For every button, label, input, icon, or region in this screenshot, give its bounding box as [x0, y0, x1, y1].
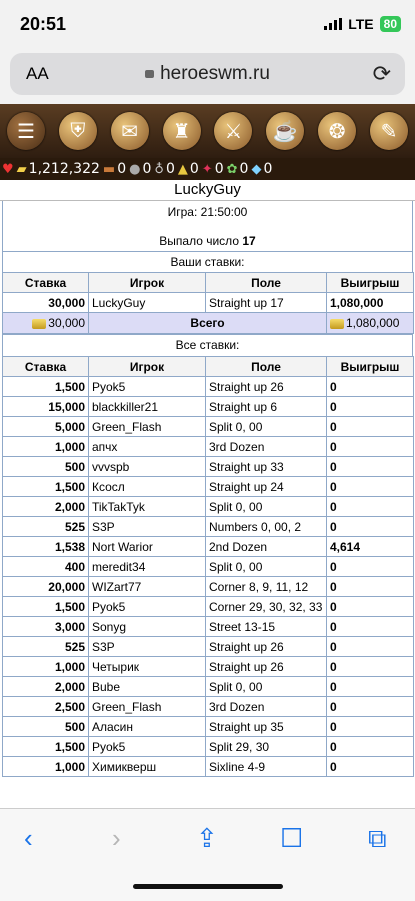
- menu-icon[interactable]: ☰: [7, 112, 45, 150]
- table-row: [3, 677, 414, 697]
- table-row: [3, 637, 414, 657]
- roulette-icon[interactable]: ❂: [318, 112, 356, 150]
- stake-cell: 1,500: [3, 477, 89, 497]
- all-bets-table: [2, 356, 414, 777]
- result-label: Выпало число: [159, 234, 239, 248]
- chat-bubble-icon[interactable]: ✎: [370, 112, 408, 150]
- tavern-mug-icon[interactable]: ☕: [266, 112, 304, 150]
- stake-cell: 1,500: [3, 377, 89, 397]
- all-bets-body: [3, 377, 414, 777]
- game-time: Игра: 21:50:00: [167, 205, 248, 219]
- player-cell: Pyok5: [89, 737, 206, 757]
- win-cell: 0: [327, 657, 414, 677]
- win-cell: 0: [327, 457, 414, 477]
- tabs-icon[interactable]: ⧉: [368, 823, 387, 853]
- heart-icon: ♥: [2, 161, 14, 177]
- win-cell: 0: [327, 377, 414, 397]
- field-cell: 3rd Dozen: [206, 697, 327, 717]
- player-cell: Pyok5: [89, 597, 206, 617]
- player-cell: meredit34: [89, 557, 206, 577]
- gold-resource: ▰ 1,212,322: [16, 161, 100, 177]
- column-header: Ставка: [3, 357, 89, 377]
- win-cell: 0: [327, 557, 414, 577]
- result-line: [3, 231, 412, 251]
- game-nav-bar: [0, 104, 415, 158]
- network-label: LTE: [348, 16, 374, 32]
- gold-icon: [330, 319, 344, 329]
- field-cell: Straight up 24: [206, 477, 327, 497]
- wood-icon: ▬: [102, 161, 116, 177]
- address-bar[interactable]: [10, 53, 405, 95]
- field-cell: Street 13-15: [206, 617, 327, 637]
- game-info: [2, 201, 413, 272]
- table-row: [3, 657, 414, 677]
- field-cell: Corner 8, 9, 11, 12: [206, 577, 327, 597]
- win-cell: 0: [327, 697, 414, 717]
- win-cell: 0: [327, 617, 414, 637]
- bag-icon[interactable]: ♜: [163, 112, 201, 150]
- gold-icon: ▰: [16, 161, 27, 177]
- battery-icon: 80: [380, 16, 401, 32]
- stake-cell: 1,000: [3, 657, 89, 677]
- table-row: [3, 597, 414, 617]
- player-cell: blackkiller21: [89, 397, 206, 417]
- win-cell: 0: [327, 517, 414, 537]
- status-time: 20:51: [20, 14, 67, 34]
- table-row: [3, 437, 414, 457]
- field-cell: Split 0, 00: [206, 417, 327, 437]
- player-cell: LuckyGuy: [89, 293, 206, 313]
- table-row: [3, 397, 414, 417]
- signal-icon: [324, 18, 342, 30]
- stake-cell: 500: [3, 457, 89, 477]
- diamond-icon: ◆: [251, 161, 262, 177]
- player-cell: vvvspb: [89, 457, 206, 477]
- win-cell: 0: [327, 717, 414, 737]
- total-stake-cell: 30,000: [3, 313, 89, 334]
- player-cell: Nort Warior: [89, 537, 206, 557]
- stake-cell: 1,500: [3, 737, 89, 757]
- stake-cell: 525: [3, 637, 89, 657]
- resource-bar: [0, 158, 415, 180]
- page-title: LuckyGuy: [0, 180, 415, 201]
- field-cell: Straight up 26: [206, 377, 327, 397]
- field-cell: Straight up 26: [206, 637, 327, 657]
- table-row: [3, 717, 414, 737]
- reader-options-button[interactable]: AA: [26, 64, 49, 83]
- table-row: [3, 477, 414, 497]
- field-cell: Numbers 0, 00, 2: [206, 517, 327, 537]
- stake-cell: 2,500: [3, 697, 89, 717]
- stake-cell: 400: [3, 557, 89, 577]
- field-cell: Straight up 33: [206, 457, 327, 477]
- field-cell: Split 0, 00: [206, 677, 327, 697]
- gems-resource: ✿ 0: [226, 161, 249, 177]
- gems-icon: ✿: [226, 161, 238, 177]
- win-cell: 0: [327, 677, 414, 697]
- field-cell: Straight up 26: [206, 657, 327, 677]
- win-cell: 0: [327, 497, 414, 517]
- home-indicator: [133, 884, 283, 889]
- player-cell: Green_Flash: [89, 697, 206, 717]
- field-cell: Straight up 35: [206, 717, 327, 737]
- table-header-row: [3, 273, 414, 293]
- bookmarks-icon[interactable]: ☐: [280, 823, 304, 853]
- crystals-resource: ✦ 0: [201, 161, 224, 177]
- win-cell: 0: [327, 757, 414, 777]
- column-header: Поле: [206, 357, 327, 377]
- player-cell: TikTakTyk: [89, 497, 206, 517]
- stake-cell: 500: [3, 717, 89, 737]
- table-row: [3, 557, 414, 577]
- url-text: heroeswm.ru: [160, 63, 270, 84]
- field-cell: Straight up 6: [206, 397, 327, 417]
- stake-cell: 20,000: [3, 577, 89, 597]
- map-scroll-icon[interactable]: ✉: [111, 112, 149, 150]
- table-row: [3, 517, 414, 537]
- field-cell: Straight up 17: [206, 293, 327, 313]
- table-row: [3, 497, 414, 517]
- player-cell: Ксосл: [89, 477, 206, 497]
- player-cell: S3P: [89, 517, 206, 537]
- table-row: [3, 537, 414, 557]
- all-bets-heading-wrap: [2, 334, 413, 356]
- lock-icon: [145, 70, 154, 78]
- total-win-cell: 1,080,000: [327, 313, 414, 334]
- column-header: Выигрыш: [327, 273, 414, 293]
- table-row: [3, 417, 414, 437]
- table-row: [3, 457, 414, 477]
- player-cell: Аласин: [89, 717, 206, 737]
- ore-resource: ● 0: [129, 161, 152, 177]
- column-header: Игрок: [89, 357, 206, 377]
- gold-icon: [32, 319, 46, 329]
- field-cell: 2nd Dozen: [206, 537, 327, 557]
- field-cell: Sixline 4-9: [206, 757, 327, 777]
- status-bar: [0, 0, 415, 50]
- stake-cell: 30,000: [3, 293, 89, 313]
- mercury-icon: ♁: [154, 161, 164, 177]
- status-indicators: [324, 16, 401, 32]
- stake-cell: 3,000: [3, 617, 89, 637]
- field-cell: Split 0, 00: [206, 497, 327, 517]
- total-label: Всего: [89, 313, 327, 334]
- health-resource: [2, 162, 14, 177]
- field-cell: 3rd Dozen: [206, 437, 327, 457]
- table-header-row: [3, 357, 414, 377]
- your-bets-table: [2, 272, 414, 334]
- url-field[interactable]: [10, 63, 405, 85]
- win-cell: 0: [327, 417, 414, 437]
- win-cell: 1,080,000: [327, 293, 414, 313]
- stake-cell: 1,538: [3, 537, 89, 557]
- sulfur-resource: ▲ 0: [177, 161, 199, 177]
- column-header: Поле: [206, 273, 327, 293]
- column-header: Ставка: [3, 273, 89, 293]
- roulette-results-page: [0, 180, 415, 808]
- share-icon[interactable]: ⇪: [196, 823, 218, 853]
- table-row: [3, 577, 414, 597]
- player-cell: Химикверш: [89, 757, 206, 777]
- back-icon[interactable]: ‹: [24, 823, 33, 853]
- table-row: [3, 617, 414, 637]
- column-header: Выигрыш: [327, 357, 414, 377]
- table-row: [3, 293, 414, 313]
- win-cell: 0: [327, 597, 414, 617]
- player-cell: Sonyg: [89, 617, 206, 637]
- stake-cell: 1,000: [3, 437, 89, 457]
- field-cell: Split 29, 30: [206, 737, 327, 757]
- diamonds-resource: ◆ 0: [251, 161, 273, 177]
- sulfur-icon: ▲: [177, 161, 188, 177]
- crossed-swords-icon[interactable]: ⚔: [214, 112, 252, 150]
- win-cell: 0: [327, 397, 414, 417]
- win-cell: 0: [327, 637, 414, 657]
- win-cell: 0: [327, 737, 414, 757]
- table-row: [3, 737, 414, 757]
- stake-cell: 2,000: [3, 677, 89, 697]
- win-cell: 0: [327, 437, 414, 457]
- win-cell: 0: [327, 477, 414, 497]
- mercury-resource: ♁ 0: [154, 161, 175, 177]
- player-cell: апчх: [89, 437, 206, 457]
- wood-resource: ▬ 0: [102, 161, 127, 177]
- win-cell: 0: [327, 577, 414, 597]
- your-bets-heading: Ваши ставки:: [3, 251, 412, 272]
- column-header: Игрок: [89, 273, 206, 293]
- stake-cell: 5,000: [3, 417, 89, 437]
- crystals-icon: ✦: [201, 161, 213, 177]
- table-row: [3, 697, 414, 717]
- stake-cell: 2,000: [3, 497, 89, 517]
- player-cell: Четырик: [89, 657, 206, 677]
- player-cell: Bube: [89, 677, 206, 697]
- result-number: 17: [242, 234, 256, 248]
- player-cell: S3P: [89, 637, 206, 657]
- all-bets-heading: Все ставки:: [3, 334, 412, 356]
- field-cell: Split 0, 00: [206, 557, 327, 577]
- stake-cell: 15,000: [3, 397, 89, 417]
- knight-helmet-icon[interactable]: ⛨: [59, 112, 97, 150]
- player-cell: Green_Flash: [89, 417, 206, 437]
- table-row: [3, 757, 414, 777]
- field-cell: Corner 29, 30, 32, 33: [206, 597, 327, 617]
- player-cell: WIZart77: [89, 577, 206, 597]
- forward-icon[interactable]: ›: [112, 823, 121, 853]
- win-cell: 4,614: [327, 537, 414, 557]
- table-row: [3, 377, 414, 397]
- stake-cell: 1,500: [3, 597, 89, 617]
- ore-icon: ●: [129, 161, 141, 177]
- total-row: [3, 313, 414, 334]
- reload-icon[interactable]: ⟳: [372, 61, 391, 86]
- stake-cell: 525: [3, 517, 89, 537]
- player-cell: Pyok5: [89, 377, 206, 397]
- stake-cell: 1,000: [3, 757, 89, 777]
